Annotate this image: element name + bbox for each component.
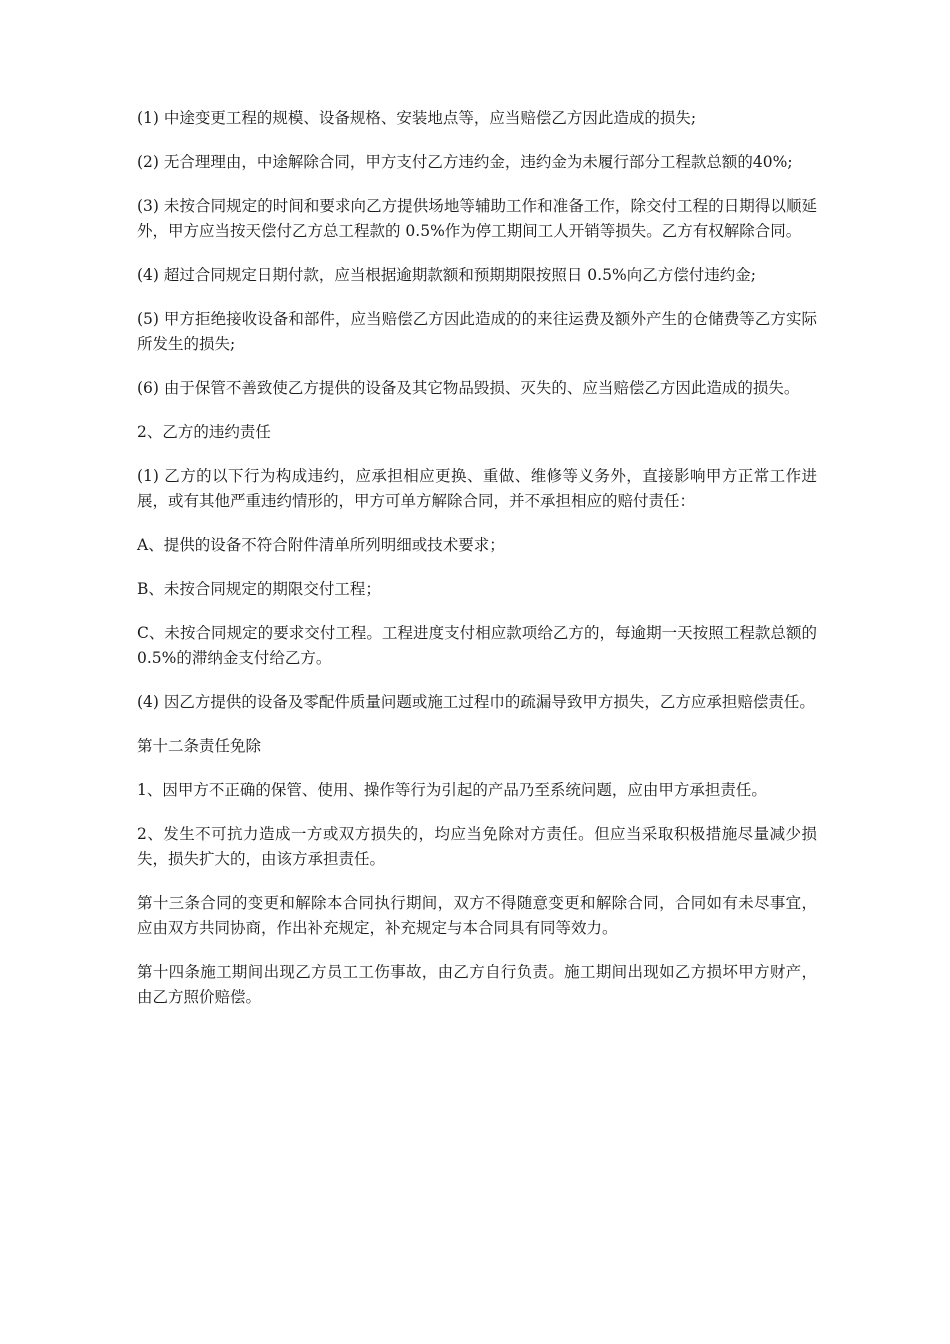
article-13: 第十三条合同的变更和解除本合同执行期间，双方不得随意变更和解除合同，合同如有未尽事宜，应由双方共同协商，作出补充规定，补充规定与本合同具有同等效力。: [137, 894, 817, 937]
section-heading-party-b-liability: 2、乙方的违约责任: [137, 423, 271, 441]
clause-5-refuse-equipment: (5) 甲方拒绝接收设备和部件，应当赔偿乙方因此造成的的来往运费及额外产生的仓储费等乙方实际所发生的损失;: [137, 310, 817, 353]
clause-1-change-scope: (1) 中途变更工程的规模、设备规格、安装地点等，应当赔偿乙方因此造成的损失;: [137, 109, 697, 127]
article-12-heading: 第十二条责任免除: [137, 737, 262, 755]
clause-6-storage-damage: (6) 由于保管不善致使乙方提供的设备及其它物品毁损、灭失的、应当赔偿乙方因此造成的损失。: [137, 379, 800, 397]
clause-3-site-preparation: (3) 未按合同规定的时间和要求向乙方提供场地等辅助工作和准备工作，除交付工程的日期得以顺延外，甲方应当按天偿付乙方总工程款的 0.5%作为停工期间工人开销等损失。乙方有权解除合同。: [137, 197, 817, 240]
article-12-item-1: 1、因甲方不正确的保管、使用、操作等行为引起的产品乃至系统问题，应由甲方承担责任。: [137, 781, 767, 799]
party-b-clause-4: (4) 因乙方提供的设备及零配件质量问题或施工过程巾的疏漏导致甲方损失，乙方应承担赔偿责任。: [137, 693, 815, 711]
party-b-item-c: C、未按合同规定的要求交付工程。工程进度支付相应款项给乙方的，每逾期一天按照工程款总额的 0.5%的滞纳金支付给乙方。: [137, 624, 817, 667]
party-b-clause-1: (1) 乙方的以下行为构成违约，应承担相应更换、重做、维修等义务外，直接影响甲方正常工作进展，或有其他严重违约情形的，甲方可单方解除合同，并不承担相应的赔付责任：: [137, 467, 817, 510]
document-body: [137, 106, 817, 1029]
party-b-item-a: A、提供的设备不符合附件清单所列明细或技术要求；: [137, 536, 505, 554]
clause-2-termination-penalty: (2) 无合理理由，中途解除合同，甲方支付乙方违约金，违约金为未履行部分工程款总额的40%;: [137, 153, 793, 171]
clause-4-late-payment: (4) 超过合同规定日期付款，应当根据逾期款额和预期期限按照日 0.5%向乙方偿付违约金;: [137, 266, 756, 284]
article-12-item-2: 2、发生不可抗力造成一方或双方损失的，均应当免除对方责任。但应当采取积极措施尽量减少损失，损失扩大的，由该方承担责任。: [137, 825, 817, 868]
article-14: 第十四条施工期间出现乙方员工工伤事故，由乙方自行负责。施工期间出现如乙方损坏甲方财产，由乙方照价赔偿。: [137, 963, 817, 1006]
party-b-item-b: B、未按合同规定的期限交付工程；: [137, 580, 381, 598]
